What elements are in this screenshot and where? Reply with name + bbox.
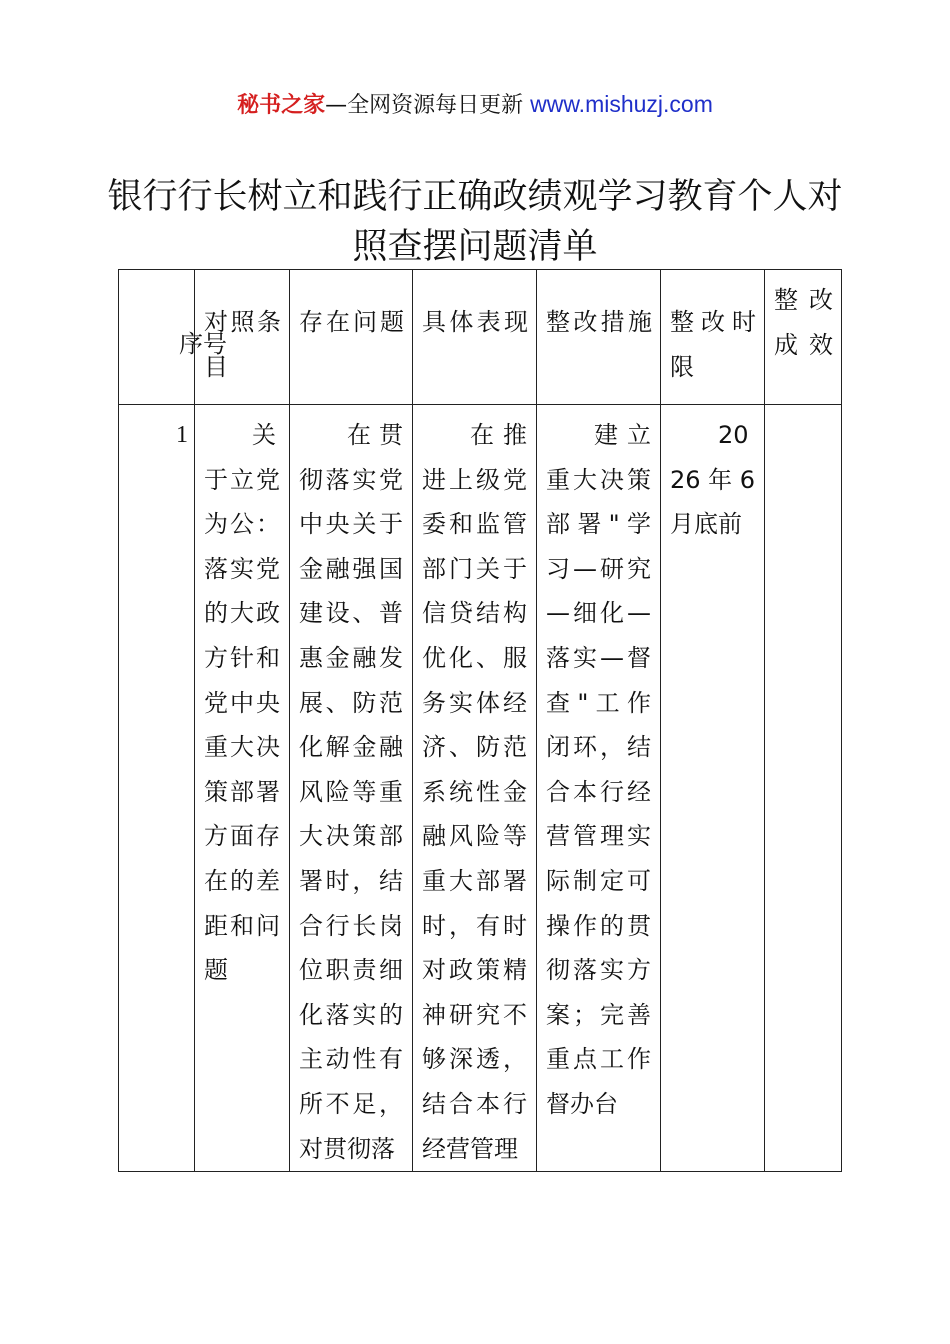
row-measure-text: 建立重大决策部署"学习—研究—细化—落实—督查"工作闭环，结合本行经营管理实际制定可操作的贯彻落实方案；完善重点工作督办台 (546, 421, 651, 1118)
header-cell-seq (119, 270, 227, 405)
header-cell-problem (290, 270, 413, 405)
table-header-row (119, 270, 842, 405)
row-1-item (195, 405, 290, 1172)
row-seq-value: 1 (176, 422, 188, 448)
site-brand: 秘书之家 (237, 93, 326, 118)
row-1-deadline (661, 405, 765, 1172)
header-measure-label: 整改措施 (546, 308, 652, 336)
header-problem-label: 存在问题 (299, 308, 404, 336)
header-seq-text: 序号 (179, 330, 227, 358)
row-result-text (765, 405, 841, 413)
row-item-text: 关于立党为公：落实党的大政方针和党中央重大决策部署方面存在的差距和问题 (204, 421, 280, 985)
row-1-measure (537, 405, 661, 1172)
site-slogan: —全网资源每日更新 (325, 93, 531, 118)
site-header (0, 88, 950, 122)
row-deadline-text: 2026年6月底前 (670, 421, 755, 539)
row-problem-text: 在贯彻落实党中央关于金融强国建设、普惠金融发展、防范化解金融风险等重大决策部署时，结合行长岗位职责细化落实的主动性有所不足，对贯彻落 (299, 421, 403, 1163)
row-1-detail (413, 405, 537, 1172)
header-result-label: 整改成效 (774, 286, 833, 359)
site-url-link[interactable]: www.mishuzj.com (530, 91, 713, 117)
header-cell-deadline (661, 270, 765, 405)
header-detail-label: 具体表现 (422, 308, 528, 336)
header-cell-measure (537, 270, 661, 405)
row-1-result (765, 405, 842, 1172)
header-deadline-label: 整改时限 (670, 308, 756, 381)
problem-checklist-table (118, 269, 842, 1172)
row-detail-text: 在推进上级党委和监管部门关于信贷结构优化、服务实体经济、防范系统性金融风险等重大部署时，有时对政策精神研究不够深透，结合本行经营管理 (422, 421, 527, 1163)
header-cell-detail (413, 270, 537, 405)
header-cell-result (765, 270, 842, 405)
header-seq-wrap (119, 270, 227, 404)
table-row (119, 405, 842, 1172)
document-title: 银行行长树立和践行正确政绩观学习教育个人对照查摆问题清单 (107, 177, 843, 267)
header-cell-item (195, 270, 290, 405)
row-1-problem (290, 405, 413, 1172)
row-1-seq (119, 405, 195, 1172)
header-item-label: 对照条目 (204, 308, 281, 381)
